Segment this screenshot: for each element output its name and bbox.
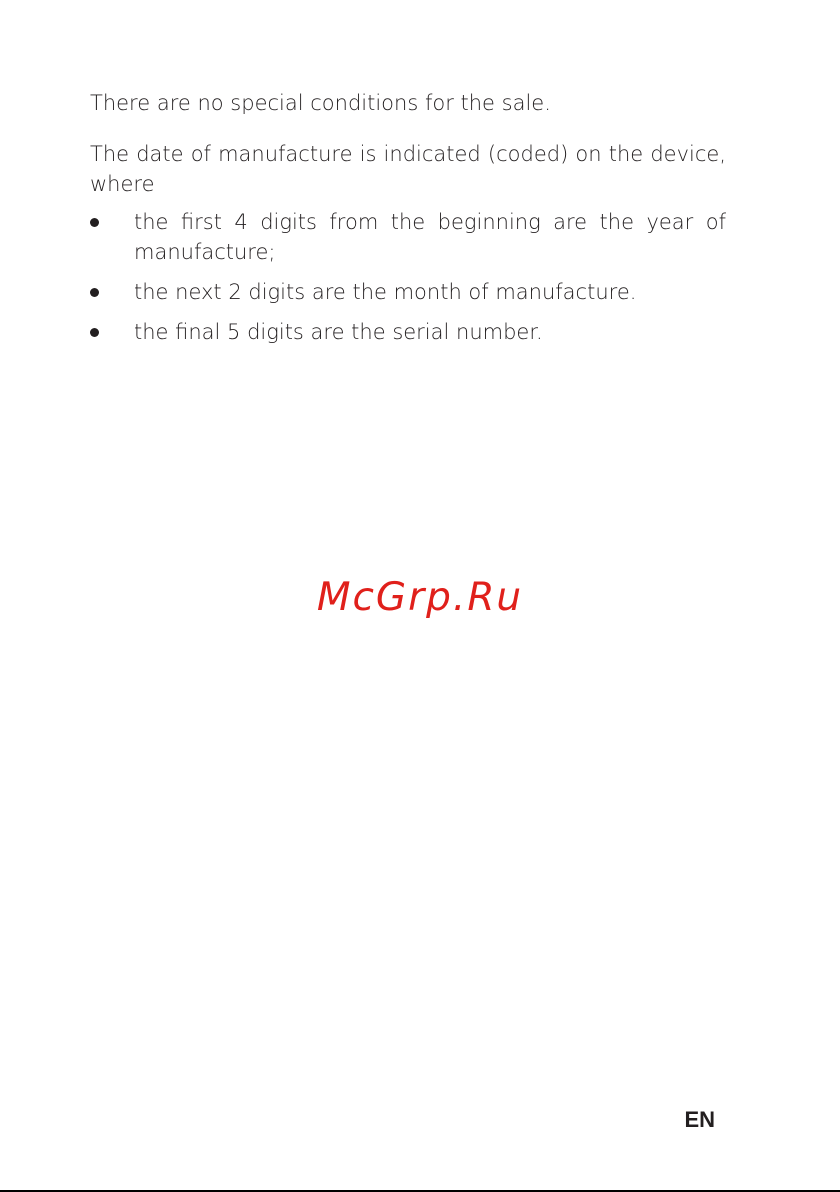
manufacture-date-paragraph: The date of manufacture is indicated (coded) on the device, where [90, 142, 726, 196]
list-item [90, 207, 726, 267]
sale-conditions-paragraph: There are no special conditions for the sale. [90, 91, 551, 115]
bullet-icon [90, 288, 99, 297]
language-badge: EN [684, 1107, 715, 1132]
list-item-text: the final 5 digits are the serial number. [134, 320, 543, 344]
date-code-list [90, 207, 726, 357]
watermark: McGrp.Ru [316, 575, 524, 620]
list-item-text: the next 2 digits are the month of manufacture. [134, 280, 637, 304]
bullet-icon [90, 328, 99, 337]
bullet-icon [90, 218, 99, 227]
list-item [90, 277, 726, 307]
list-item [90, 317, 726, 347]
list-item-text: the first 4 digits from the beginning are the year of manufacture; [134, 210, 726, 264]
